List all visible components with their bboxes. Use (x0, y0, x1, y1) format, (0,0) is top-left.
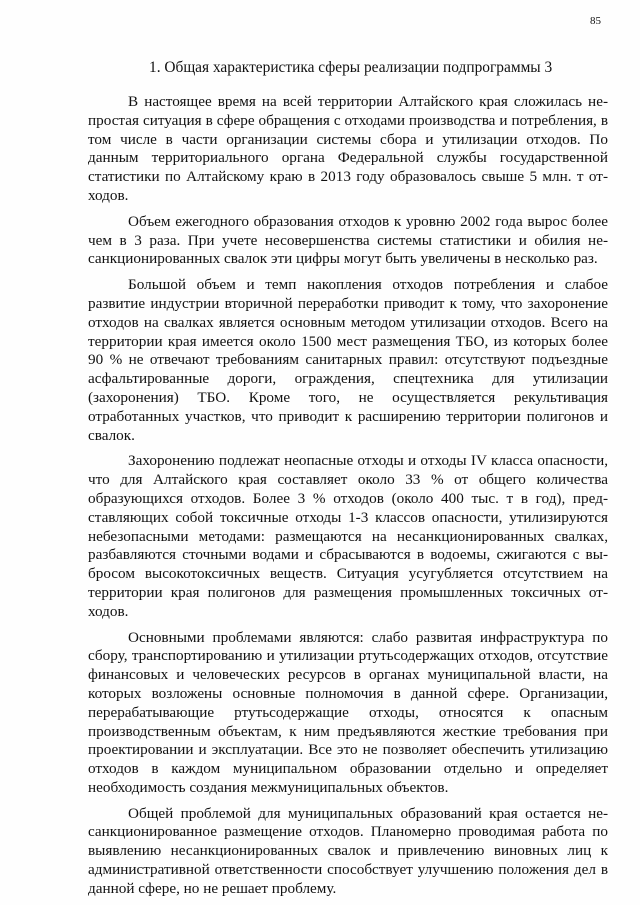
paragraph-4: Захоронению подлежат неопасные отходы и отходы IV класса опасности, что для Алтайского края составляет около 33 % от общего количества образующихся отходов. Более 3 % отходов (около 400 тыс. т в год), представляющих собой токсичные отходы 1-3 классов опасности, утилизируются небезопасными методами: размещаются на несанкционированных свалках, разбавляются сточными водами и сбрасываются в водоемы, сжигаются с выбросом высокотоксичных веществ. Ситуация усугубляется отсутствием на территории края полигонов для размещения промышленных токсичных отходов. (88, 452, 608, 620)
paragraph-5: Основными проблемами являются: слабо развитая инфраструктура по сбору, транспортированию и утилизации ртутьсодержащих отходов, отсутствие финансовых и человеческих ресурсов в органах муниципальной власти, на которых возложены основные полномочия в данной сфере. Организации, перерабатывающие ртутьсодержащие отходы, относятся к опасным производственным объектам, к ним предъявляются жесткие требования при проектировании и эксплуатации. Все это не позволяет обеспечить утилизацию отходов в каждом муниципальном образовании отдельно и определяет необходимость создания межмуниципальных объектов. (88, 628, 608, 796)
paragraph-6: Общей проблемой для муниципальных образований края остается несанкционированное размещение отходов. Планомерно проводимая работа по выявлению несанкционированных свалок и привлечению виновных лиц к административной ответственности способствует улучшению положения дел в данной сфере, но не решает проблему. (88, 804, 608, 897)
section-heading: 1. Общая характеристика сферы реализации подпрограммы 3 (149, 59, 553, 76)
page-number: 85 (590, 15, 601, 27)
paragraph-3: Большой объем и темп накопления отходов потребления и слабое развитие индустрии вторичной переработки приводит к тому, что захоронение отходов на свалках является основным методом утилизации отходов. Всего на территории края имеется около 1500 мест размещения ТБО, из которых более 90 % не отвечают требованиям санитарных правил: отсутствуют подъездные асфальтированные дороги, ограждения, спецтехника для утилизации (захоронения) ТБО. Кроме того, не осуществляется рекультивация отработанных участков, что приводит к расширению территории полигонов и свалок. (88, 276, 608, 444)
paragraph-2: Объем ежегодного образования отходов к уровню 2002 года вырос более чем в 3 раза. При учете несовершенства системы статистики и обилия несанкционированных свалок эти цифры могут быть увеличены в несколько раз. (88, 212, 608, 268)
body-text (88, 93, 608, 899)
paragraph-1: В настоящее время на всей территории Алтайского края сложилась непростая ситуация в сфере обращения с отходами производства и потребления, в том числе в части организации системы сбора и утилизации отходов. По данным территориального органа Федеральной службы государственной статистики по Алтайскому краю в 2013 году образовалось свыше 5 млн. т отходов. (88, 93, 608, 204)
